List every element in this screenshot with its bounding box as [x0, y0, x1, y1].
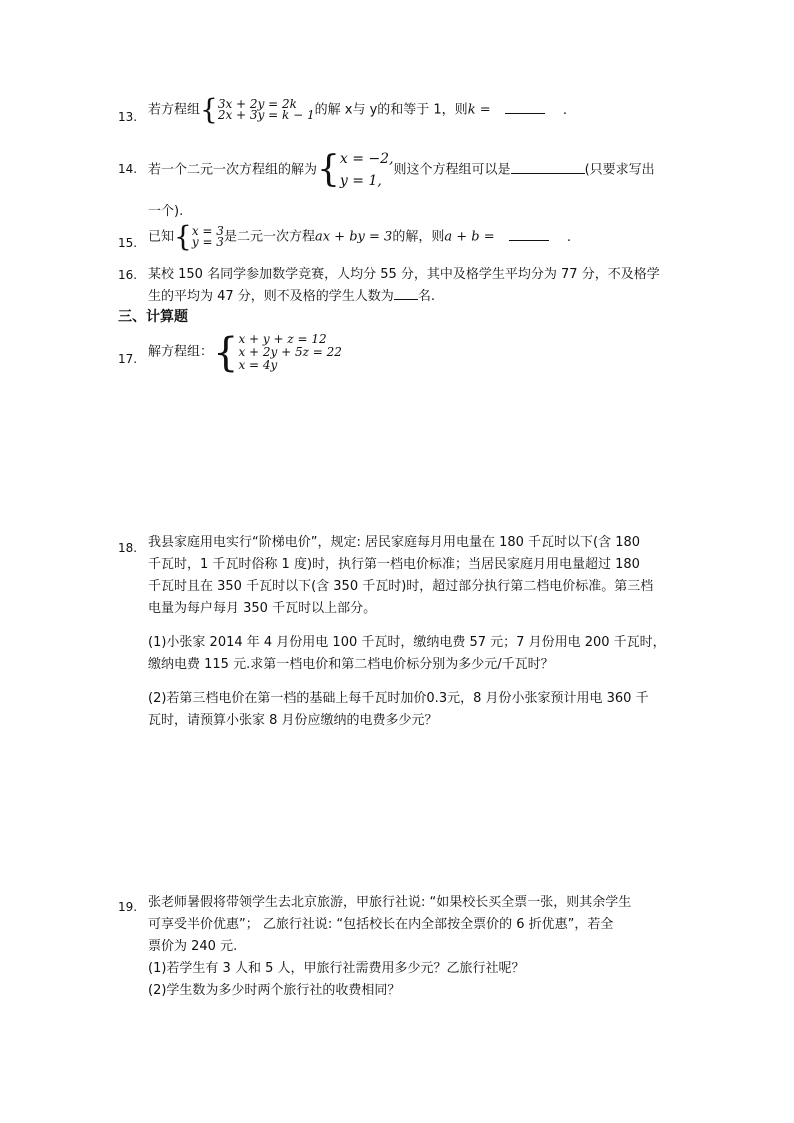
q19-number: 19. — [118, 900, 138, 914]
q18-line: 我县家庭用电实行“阶梯电价”，规定: 居民家庭每月用电量在 180 千瓦时以下(含 180 — [148, 535, 641, 550]
q17-system — [238, 333, 341, 372]
q14 — [148, 148, 655, 192]
q16-number: 16. — [118, 268, 138, 282]
left-brace-icon: { — [317, 149, 340, 190]
q16-line2a: 生的平均为 47 分，则不及格的学生人数为 — [148, 289, 394, 304]
q17-eq1: x + y + z = 12 — [238, 332, 327, 346]
q13-answer-blank[interactable] — [505, 101, 545, 114]
q14-line2: 一个). — [148, 204, 184, 219]
q15 — [148, 220, 572, 253]
q13-system — [218, 99, 315, 121]
section-heading: 三、计算题 — [118, 309, 188, 325]
q13 — [148, 93, 568, 126]
q14-eq1: x = −2, — [339, 151, 394, 167]
q18-sub1-line: 缴纳电费 115 元.求第一档电价和第二档电价标分别为多少元/千瓦时？ — [148, 657, 554, 672]
q14-eq2: y = 1, — [339, 173, 382, 189]
q18-sub1-line: (1)小张家 2014 年 4 月份用电 100 千瓦时，缴纳电费 57 元；7 月份用电 200 千瓦时， — [148, 635, 666, 650]
q18-line: 电量为每户每月 350 千瓦时以上部分。 — [148, 601, 377, 616]
q19-line: 张老师暑假将带领学生去北京旅游，甲旅行社说: “如果校长买全票一张，则其余学生 — [148, 895, 632, 910]
q13-prefix: 若方程组 — [148, 102, 201, 118]
q15-system — [192, 226, 224, 248]
q18-line: 千瓦时，1 千瓦时俗称 1 度)时，执行第一档电价标准；当居民家庭月用电量超过 180 — [148, 557, 640, 572]
q14-number: 14. — [118, 162, 138, 176]
q16-line2b: 名. — [417, 289, 435, 304]
q13-middle: 的解 x与 y的和等于 1，则 — [314, 102, 468, 118]
q15-middle2: 的解，则 — [392, 229, 445, 245]
q15-answer-blank[interactable] — [509, 228, 549, 241]
q15-end: . — [566, 229, 572, 245]
q18-sub2-line: 瓦时，请预算小张家 8 月份应缴纳的电费多少元？ — [148, 713, 438, 728]
q18-line: 千瓦时且在 350 千瓦时以下(含 350 千瓦时)时，超过部分执行第二档电价标准。第三档 — [148, 579, 654, 594]
q16-line1: 某校 150 名同学参加数学竞赛，人均分 55 分，其中及格学生平均分为 77 分，不及格学 — [148, 267, 660, 282]
q13-eq1: 3x + 2y = 2k — [217, 97, 297, 111]
q14-middle: 则这个方程组可以是 — [393, 162, 511, 178]
q15-number: 15. — [118, 236, 138, 250]
q16-line2 — [148, 286, 435, 308]
q15-middle: 是二元一次方程 — [223, 229, 315, 245]
q14-end: (只要求写出 — [584, 162, 655, 178]
q14-answer-blank[interactable] — [511, 161, 585, 174]
q19-line: 可享受半价优惠”； 乙旅行社说: “包括校长在内全部按全票价的 6 折优惠”，若全 — [148, 917, 614, 932]
q13-number: 13. — [118, 110, 138, 124]
q18-number: 18. — [118, 541, 138, 555]
q19-sub1: (1)若学生有 3 人和 5 人，甲旅行社需费用多少元？乙旅行社呢？ — [148, 961, 525, 976]
q17 — [148, 329, 342, 376]
q19-line: 票价为 240 元. — [148, 939, 238, 954]
q15-eq1: x = 3 — [191, 224, 224, 238]
q14-prefix: 若一个二元一次方程组的解为 — [148, 162, 318, 178]
q17-eq3: x = 4y — [238, 358, 278, 372]
q18-sub2-line: (2)若第三档电价在第一档的基础上每千瓦时加价0.3元，8 月份小张家预计用电 360 千 — [148, 691, 649, 706]
q17-number: 17. — [118, 352, 138, 366]
q15-prefix: 已知 — [148, 229, 175, 245]
q19-body — [148, 892, 678, 1002]
left-brace-icon: { — [200, 93, 218, 126]
q18-sub1 — [148, 632, 678, 676]
q17-eq2: x + 2y + 5z = 22 — [238, 345, 342, 359]
q13-eq2: 2x + 3y = k − 1 — [217, 108, 315, 122]
q15-eq2: y = 3 — [191, 235, 224, 249]
q17-prefix: 解方程组： — [148, 344, 214, 360]
q18-body — [148, 532, 678, 620]
q18-sub2 — [148, 688, 678, 732]
q19-sub2: (2)学生数为多少时两个旅行社的收费相同？ — [148, 983, 401, 998]
q15-equation: ax + by = 3 — [314, 229, 393, 245]
left-brace-icon: { — [213, 329, 239, 376]
left-brace-icon: { — [174, 220, 192, 253]
q14-system — [340, 148, 394, 192]
q13-k: k = — [467, 102, 491, 118]
q16-answer-blank[interactable] — [394, 287, 418, 300]
q15-ab: a + b = — [444, 229, 495, 245]
q13-end: . — [562, 102, 568, 118]
